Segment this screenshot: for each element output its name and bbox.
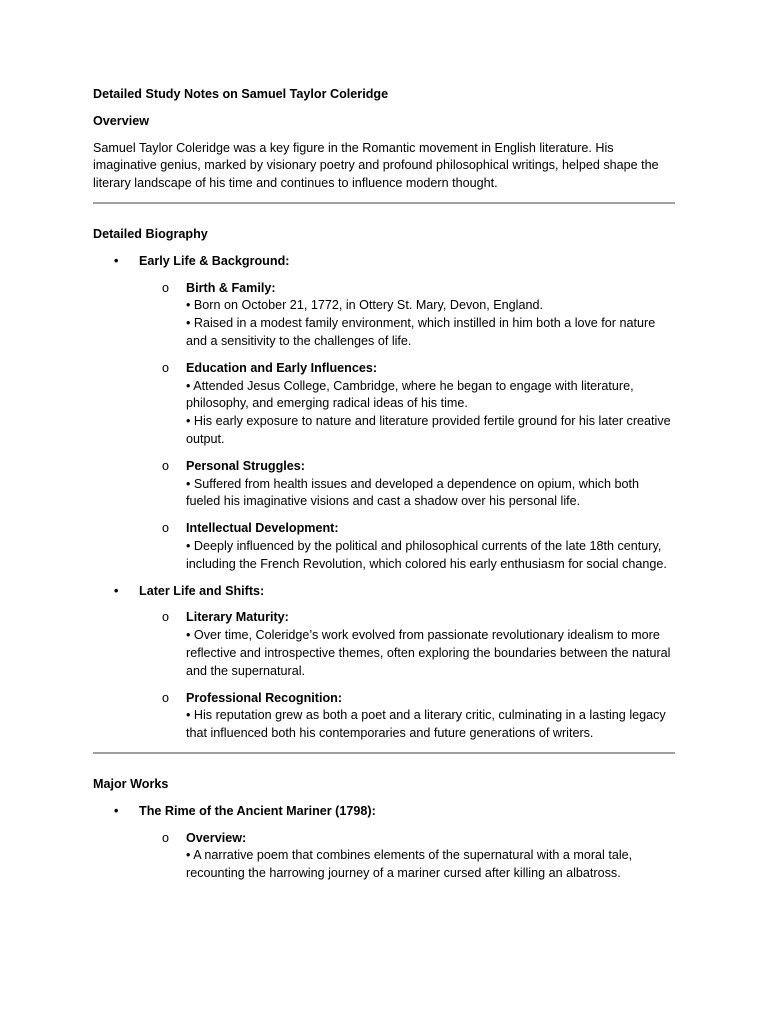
sub-item-line: • Deeply influenced by the political and philosophical currents of the late 18th century, including the French Revolution, which colored his early enthusiasm for social change. <box>186 538 667 571</box>
sub-item-personal-struggles <box>93 458 675 511</box>
list-item-label: The Rime of the Ancient Mariner (1798): <box>139 803 376 818</box>
sub-item-label: Literary Maturity: <box>186 610 289 625</box>
sub-item-line: • Over time, Coleridge’s work evolved from passionate revolutionary idealism to more reflective and introspective themes, often exploring the boundaries between the natural and the supernatural. <box>186 628 671 678</box>
sub-item-line: • Suffered from health issues and developed a dependence on opium, which both fueled his imaginative visions and cast a shadow over his personal life. <box>186 476 639 509</box>
sub-item-intellectual-development <box>93 520 675 573</box>
sub-item-professional-recognition <box>93 690 675 743</box>
list-item-early-life <box>93 253 675 271</box>
sub-item-label: Overview: <box>186 830 247 845</box>
bullet-icon: • <box>114 583 119 598</box>
sub-item-line: • A narrative poem that combines elements of the supernatural with a moral tale, recounting the harrowing journey of a mariner cursed after killing an albatross. <box>186 848 633 881</box>
circle-bullet-icon: o <box>162 458 170 473</box>
circle-bullet-icon: o <box>162 521 170 536</box>
overview-heading: Overview <box>93 113 150 128</box>
document-title: Detailed Study Notes on Samuel Taylor Coleridge <box>93 87 389 101</box>
sub-item-birth-family <box>93 280 675 351</box>
sub-item-education <box>93 360 675 449</box>
sub-item-label: Personal Struggles: <box>186 458 305 473</box>
sub-item-rime-overview <box>93 830 675 883</box>
list-item-label: Early Life & Background: <box>139 253 290 268</box>
section-divider <box>93 752 675 754</box>
circle-bullet-icon: o <box>162 280 170 295</box>
sub-item-label: Professional Recognition: <box>186 690 343 705</box>
bullet-icon: • <box>114 803 119 818</box>
sub-item-label: Birth & Family: <box>186 280 276 295</box>
circle-bullet-icon: o <box>162 830 170 845</box>
sub-item-line: • Attended Jesus College, Cambridge, where he began to engage with literature, philosophy, and emerging radical ideas of his time. <box>186 378 634 411</box>
sub-item-line: • His early exposure to nature and literature provided fertile ground for his later creative output. <box>186 414 671 446</box>
sub-item-line: • Born on October 21, 1772, in Ottery St. Mary, Devon, England. <box>186 298 543 313</box>
sub-item-label: Education and Early Influences: <box>186 360 378 375</box>
sub-item-label: Intellectual Development: <box>186 521 339 536</box>
circle-bullet-icon: o <box>162 610 170 625</box>
sub-item-line: • His reputation grew as both a poet and a literary critic, culminating in a lasting legacy that influenced both his contemporaries and future generations of writers. <box>186 708 666 741</box>
sub-item-literary-maturity <box>93 609 675 680</box>
circle-bullet-icon: o <box>162 360 170 375</box>
section-divider <box>93 202 675 204</box>
sub-item-line: • Raised in a modest family environment, which instilled in him both a love for nature and a sensitivity to the challenges of life. <box>186 316 656 348</box>
major-works-heading: Major Works <box>93 776 169 791</box>
list-item-later-life <box>93 583 675 601</box>
list-item-label: Later Life and Shifts: <box>139 583 265 598</box>
bullet-icon: • <box>114 253 119 268</box>
list-item-rime-ancient-mariner <box>93 803 675 821</box>
biography-heading: Detailed Biography <box>93 226 208 241</box>
overview-paragraph: Samuel Taylor Coleridge was a key figure in the Romantic movement in English literature. His imaginative genius, marked by visionary poetry and profound philosophical writings, helped shape the literary landscape of his time and continues to influence modern thought. <box>93 140 659 191</box>
document-page <box>93 86 675 892</box>
circle-bullet-icon: o <box>162 690 170 705</box>
